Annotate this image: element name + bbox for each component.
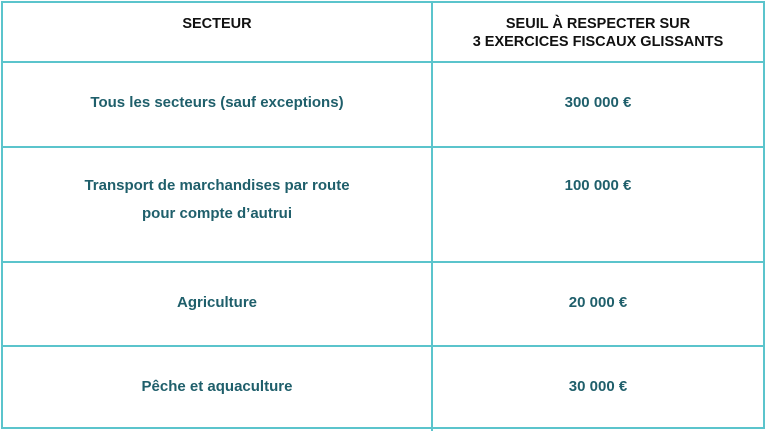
- sector-label: Agriculture: [176, 294, 257, 311]
- threshold-cell: [433, 63, 763, 146]
- threshold-value: 300 000 €: [564, 94, 632, 111]
- sector-label: Tous les secteurs (sauf exceptions): [90, 94, 344, 111]
- table-row: [3, 148, 763, 263]
- table-row: [3, 347, 763, 431]
- threshold-table: [1, 1, 765, 429]
- threshold-cell: [433, 148, 763, 261]
- sector-cell: [3, 347, 433, 431]
- threshold-value: 30 000 €: [568, 378, 628, 395]
- threshold-value: 100 000 €: [564, 177, 632, 194]
- threshold-cell: [433, 263, 763, 345]
- table-row: [3, 263, 763, 347]
- threshold-cell: [433, 347, 763, 431]
- header-threshold-line1: SEUIL À RESPECTER SUR: [505, 16, 691, 32]
- header-sector: [3, 3, 433, 61]
- sector-label: Pêche et aquaculture: [141, 378, 293, 395]
- sector-cell: [3, 148, 433, 261]
- table-row: [3, 63, 763, 148]
- header-threshold-line2: 3 EXERCICES FISCAUX GLISSANTS: [472, 34, 724, 50]
- header-threshold: [433, 3, 763, 61]
- table-header-row: [3, 3, 763, 63]
- sector-cell: [3, 263, 433, 345]
- sector-label: Transport de marchandises par route: [84, 177, 350, 194]
- threshold-value: 20 000 €: [568, 294, 628, 311]
- header-sector-label: SECTEUR: [182, 16, 252, 32]
- sector-cell: [3, 63, 433, 146]
- sector-label-line2: pour compte d’autrui: [142, 205, 292, 222]
